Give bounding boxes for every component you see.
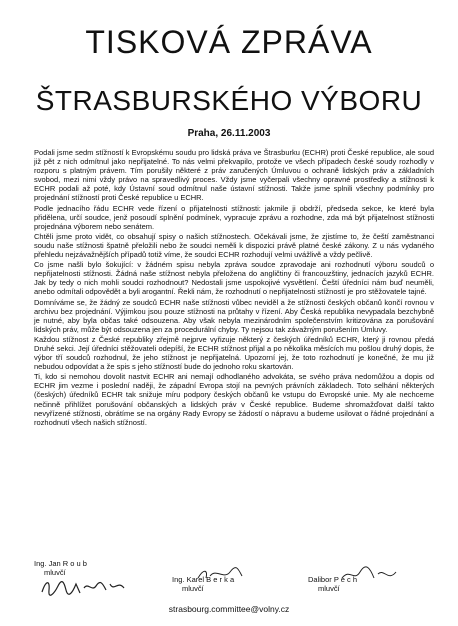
footer-email: strasbourg.committee@volny.cz	[168, 604, 290, 614]
signer-role-3: mluvčí	[318, 584, 340, 593]
title-line1: TISKOVÁ ZPRÁVA	[85, 24, 373, 60]
body-text	[34, 148, 434, 428]
paragraph-4: Co jsme našli bylo šokující: v žádném spisu nebyla zpráva soudce zpravodaje ani rozhodnutí výboru soudců o nepřijatelnosti stížnosti. Žádná naše stížnost nebyla přeložena do angličtiny či francouzštiny, jednacích jazyků ECHR. Jak by tedy o nich mohli soudci rozhodnout? Nedostali jsme uspokojivé vysvětlení. Čeští úředníci nám buď neuměli, anebo odmítali odpovědět a byli arogantní. Řekli nám, že rozhodnutí o nepřijatelnosti stížností je pro stěžovatele tajné.	[34, 260, 434, 297]
signer-name-2: Ing. Karel B e r k a	[172, 575, 235, 584]
handwritten-signature-3	[340, 566, 400, 584]
date: Praha, 26.11.2003	[187, 128, 271, 139]
signer-role-1: mluvčí	[44, 568, 66, 577]
paragraph-6: Každou stížnost z České republiky zřejmě nejprve vyřizuje některý z českých úředníků ECHR, který ji rovnou předá Druhé sekci. Její úředníci stěžovateli odepíší, že ECHR stížnost přijal a po několika měsících mu pošlou druhý dopis, že výbor tří soudců rozhodnul, že jeho stížnost je nepřijatelná. Upozorní jej, že toto rozhodnutí je konečné, že mu již nebudou odpovídat a že spis s jeho stížností bude do jednoho roku skartován.	[34, 334, 434, 372]
handwritten-signature-1	[40, 578, 130, 598]
paragraph-7: Ti, kdo si nemohou dovolit nastvit ECHR ani nemají odhodlaného advokáta, se svého práva nedomůžou a dopis od ECHR jim vezme i poslední naději, že západní Evropa stojí na pevných právních základech. Toto selhání některých (českých) úředníků ECHR tak snižuje míru podpory českých občanů ke vstupu do Evropské unie. My ale nechceme nečinně přihlížet porušování občanských a lidských práv v České republice. Budeme shromažďovat další takto nevyřízené stížnosti, obrátíme se na orgány Rady Evropy se žádostí o nápravu a budeme usilovat o řádné projednání a rozhodnutí všech našich stížností.	[34, 372, 434, 427]
paragraph-2: Podle jednacího řádu ECHR vede řízení o přijatelnosti stížnosti: jakmile ji obdrží, předseda sekce, ke které byla přidělena, určí soudce, jenž posoudí splnění podmínek, vypracuje zprávu a rozhodne, zda má být přijatelnost stížnosti projednána výborem nebo senátem.	[34, 203, 434, 231]
paragraph-1: Podali jsme sedm stížností k Evropskému soudu pro lidská práva ve Štrasburku (ECHR) proti České republice, ale soud již pět z nich odmítnul jako nepřijatelné. To nás velmi překvapilo, protože ve všech případech české soudy rozhodly v rozporu s platným právem. Tím porušily některé z práv zaručených Úmluvou o ochraně lidských práv a základních svobod, mezi nimi vždy právo na spravedlivý proces. Vždy jsme vyčerpali všechny opravné prostředky a stížnosti k ECHR podali až poté, kdy Ústavní soud odmítnul naše ústavní stížnosti. Takže jsme splnili všechny podmínky pro projednání stížností proti České republice u ECHR.	[34, 148, 434, 203]
paragraph-3: Chtěli jsme proto vidět, co obsahují spisy o našich stížnostech. Očekávali jsme, že zjistíme to, že čeští zaměstnanci soudu naše stížnosti špatně přeložili nebo že soudci neměli k dispozici právě platné české zákony. Z u nás vydaného přehledu nejzávažnějších případů totiž víme, že soudci ECHR rozhodují velmi uvážlivě a vždy pečlivě.	[34, 231, 434, 260]
title-line2: ŠTRASBURSKÉHO VÝBORU	[35, 85, 423, 116]
signer-role-2: mluvčí	[182, 584, 204, 593]
signer-name-1: Ing. Jan R o u b	[34, 559, 87, 568]
handwritten-signature-2	[196, 566, 246, 582]
paragraph-5: Domníváme se, že žádný ze soudců ECHR naše stížnosti vůbec neviděl a že stížnosti českých občanů končí rovnou v archivu bez projednání. Výjimkou jsou pouze stížnosti na průtahy v řízení. Aby Česká republika nevypadala bezchybně je nutné, aby byla občas také odsouzena. Aby však nebyla mezinárodním společenstvím kritizována za porušování lidských práv, může být odsouzena jen za procedurální chyby. Ty nejsou tak závažným porušením Úmluvy.	[34, 297, 434, 334]
signer-name-3: Dalibor P e c h	[308, 575, 358, 584]
signature-block-1	[34, 559, 87, 577]
